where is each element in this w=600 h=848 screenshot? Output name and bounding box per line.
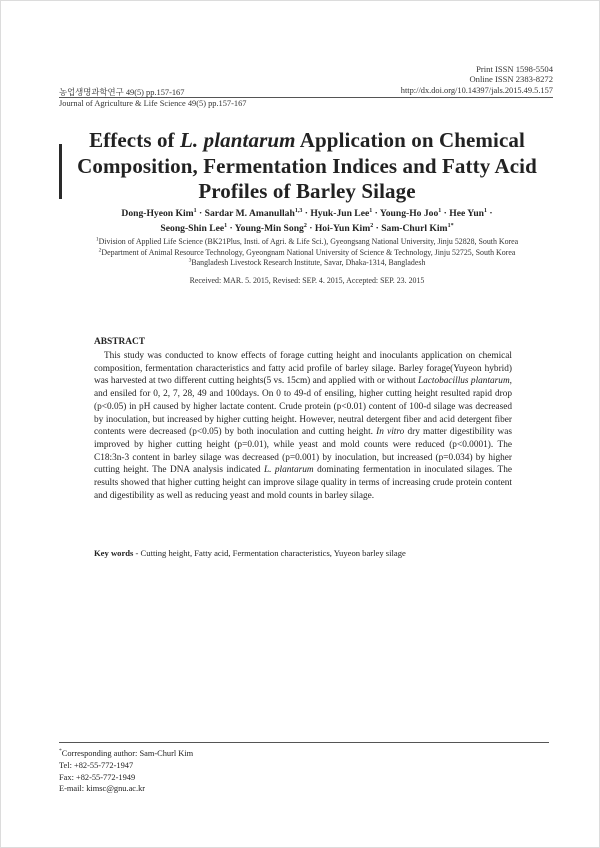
abstract-body	[94, 350, 512, 502]
title-species: L. plantarum	[180, 128, 296, 152]
doi-link[interactable]: http://dx.doi.org/10.14397/jals.2015.49.5.157	[400, 86, 553, 95]
footnote-rule	[59, 742, 549, 743]
keywords	[94, 548, 406, 558]
abstract-heading: ABSTRACT	[94, 337, 146, 347]
author: Sardar M. Amanullah	[204, 208, 295, 219]
email[interactable]: E-mail: kimsc@gnu.ac.kr	[59, 784, 146, 794]
author: Seong-Shin Lee	[160, 222, 225, 234]
author: Young-Ho Joo	[379, 208, 439, 219]
author-affiliation-mark: 2	[303, 222, 307, 229]
affiliation	[61, 258, 553, 269]
abstract-italic: Lactobacillus plantarum	[417, 376, 510, 387]
affiliation-mark: 2	[98, 246, 102, 253]
issn-block	[469, 64, 553, 85]
abstract-italic: In vitro	[376, 427, 405, 438]
paper-title	[61, 128, 553, 205]
footnote-mark: *	[59, 748, 62, 755]
journal-citation-english: Journal of Agriculture & Life Science 49(5) pp.157-167	[59, 99, 247, 108]
journal-citation-korean: 농업생명과학연구 49(5) pp.157-167	[59, 88, 185, 97]
print-issn: Print ISSN 1598-5504	[476, 64, 553, 74]
author: Young-Min Song	[234, 222, 304, 234]
author-affiliation-mark: 1	[438, 207, 442, 214]
abstract-text: , and ensiled for 0, 2, 7, 28, 49 and 100days. On 0 to 49-d of ensiling, higher cutting height resulted rapid drop (p<0.05) in pH caused by higher lactate content. Crude protein (p<0.01) content of 100-d silage was decreased by inoculation, but increased by higher cutting height. However, neutral detergent fiber and acid detergent fiber contents were decreased (p<0.05) by both inoculation and cutting height.	[94, 376, 512, 438]
author-list: Dong-Hyeon Kim$^1$ · Sardar M. Amanullah$^{1,3}$ · Hyuk-Jun Lee$^1$ · Young-Ho Joo$^1$ · Hee Yun$^1$ · Seong-Shin Lee$^1$ · Young-Min Song$^2$ · Hoi-Yun Kim$^2$ · Sam-Churl Kim$^{1*}$	[121, 207, 493, 234]
affiliation-mark: 3	[188, 257, 192, 264]
author: Hyuk-Jun Lee	[310, 208, 370, 219]
abstract-text: dominating fermentation in inoculated silages. The results showed that higher cutting height can improve silage quality in terms of increasing crude protein content and digestibility as well as reducing yeast and mold counts in barley silage.	[94, 465, 512, 501]
received-dates: Received: MAR. 5. 2015, Revised: SEP. 4. 2015, Accepted: SEP. 23. 2015	[189, 276, 425, 285]
author: Hee Yun	[449, 208, 484, 219]
author-affiliation-mark: 1	[369, 207, 373, 214]
corresponding-footnote	[59, 748, 193, 795]
author: Sam-Churl Kim	[381, 222, 448, 234]
keywords-text: - Cutting height, Fatty acid, Fermentation characteristics, Yuyeon barley silage	[133, 548, 406, 558]
affiliation-text: Department of Animal Resource Technology, Gyeongnam National University of Science & Technology, Jinju 52725, South Korea	[101, 247, 516, 257]
affiliation-mark: 1	[95, 236, 99, 243]
author-affiliation-mark: 1	[484, 207, 487, 214]
abstract-text: dry matter digestibility was improved by higher cutting height (p=0.01), while yeast and mold counts were reduced (p<0.0001). The C18:3n-3 content in barley silage was decreased (p=0.001) by inoculation, but increased (p=0.034) by higher cutting height. The DNA analysis indicated	[94, 427, 512, 476]
corresponding-author-text: Corresponding author: Sam-Churl Kim	[61, 749, 194, 758]
online-issn: Online ISSN 2383-8272	[469, 74, 553, 85]
author-affiliation-mark: 1	[193, 207, 197, 214]
keywords-label: Key words	[94, 548, 134, 558]
author-affiliation-mark: 1*	[447, 222, 454, 229]
affiliation	[61, 237, 553, 248]
abstract-text: This study was conducted to know effects of forage cutting height and inoculants application on chemical composition, fermentation characteristics and fatty acid profile of barley silage. Barley forage(Yuyeon hybrid) was harvested at two different cutting heights(5 vs. 15cm) and applied with or without	[94, 351, 512, 387]
phone: Tel: +82-55-772-1947	[59, 760, 134, 770]
affiliation-text: Division of Applied Life Science (BK21Plus, Insti. of Agri. & Life Sci.), Gyeongsang National University, Jinju 52828, South Korea	[98, 237, 519, 246]
author: Hoi-Yun Kim	[314, 222, 371, 234]
fax: Fax: +82-55-772-1949	[59, 772, 136, 782]
affiliation	[61, 248, 553, 259]
title-part-2: Application on Chemical Composition, Fermentation Indices and Fatty Acid Profiles of Barley Silage	[77, 128, 537, 203]
author-affiliation-mark: 1	[224, 222, 228, 229]
author-affiliation-mark: 2	[370, 222, 374, 229]
abstract-italic: L. plantarum	[263, 465, 314, 476]
affiliation-text: Bangladesh Livestock Research Institute, Savar, Dhaka-1314, Bangladesh	[191, 258, 426, 267]
title-part-1: Effects of	[89, 128, 180, 152]
corresponding-author	[59, 748, 193, 760]
author: Dong-Hyeon Kim	[121, 208, 194, 219]
header-rule	[59, 97, 553, 98]
affiliation-list	[61, 237, 553, 269]
author-affiliation-mark: 1,3	[294, 207, 303, 214]
